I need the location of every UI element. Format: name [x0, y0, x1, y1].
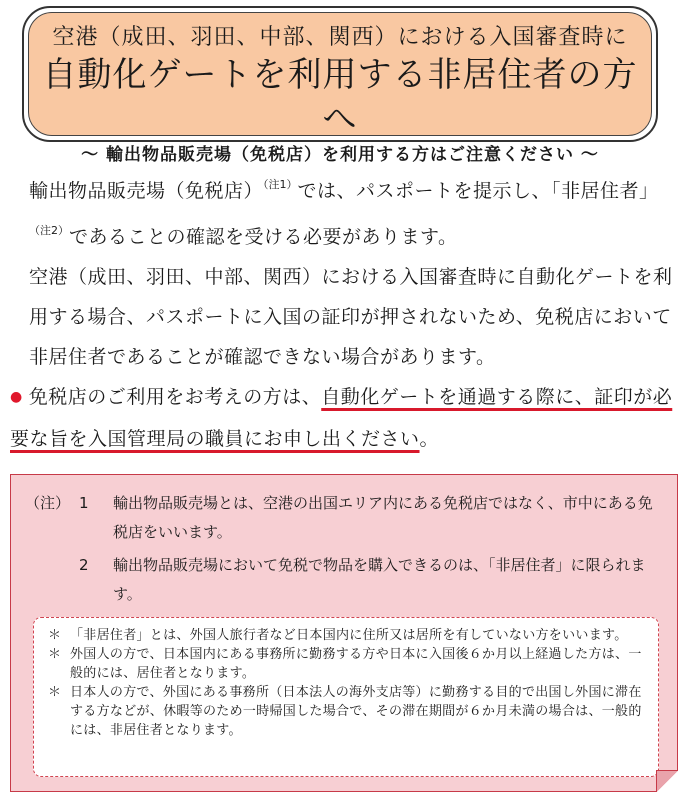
bullet-text-c: 。 — [419, 428, 440, 450]
definition-item — [48, 645, 648, 683]
notes-main — [25, 489, 665, 609]
body-text — [10, 165, 675, 459]
note-ref-1: （注1） — [263, 178, 298, 191]
definition-box — [33, 617, 659, 777]
paragraph-1-part-c: であることの確認を受ける必要があります。 — [69, 226, 458, 248]
bullet-text-underlined: 自動化ゲートを通過する際に、証印が必要な旨を入国管理局の職員にお申し出ください — [10, 386, 673, 450]
definition-item-text: 「非居住者」とは、外国人旅行者など日本国内に住所又は居所を有していない方をいいます。 — [70, 628, 628, 643]
paragraph-2: 空港（成田、羽田、中部、関西）における入国審査時に自動化ゲートを利用する場合、パスポートに入国の証印が押されないため、免税店において非居住者であることが確認できない場合があります。 — [29, 266, 673, 368]
note-2-number: 2 — [79, 556, 89, 574]
note-1-number: 1 — [79, 494, 89, 512]
paragraph-1-part-b: では、パスポートを提示し、「非居住者」 — [297, 180, 659, 202]
title-banner-inner — [28, 12, 652, 165]
note-1-text: 輸出物品販売場とは、空港の出国エリア内にある免税店ではなく、市中にある免税店をいいます。 — [113, 494, 653, 541]
title-banner — [22, 6, 658, 165]
note-2-text: 輸出物品販売場において免税で物品を購入できるのは、「非居住者」に限られます。 — [113, 556, 646, 603]
definition-item-text: 日本人の方で、外国にある事務所（日本法人の海外支店等）に勤務する目的で出国し外国に滞在する方などが、休暇等のため一時帰国した場合で、その滞在期間が６か月未満の場合は、一般的には、非居住者となります。 — [70, 685, 642, 738]
note-ref-2: （注2） — [29, 224, 69, 237]
definition-item-text: 外国人の方で、日本国内にある事務所に勤務する方や日本に入国後６か月以上経過した方は、一般的には、居住者となります。 — [70, 647, 642, 681]
note-2 — [25, 551, 665, 609]
title-line-1: 空港（成田、羽田、中部、関西）における入国審査時に — [52, 25, 628, 50]
bullet-dot-icon: ● — [10, 389, 23, 405]
title-line-2: 自動化ゲートを利用する非居住者の方へ — [42, 55, 638, 139]
title-line-3: ～ 輸出物品販売場（免税店）を利用する方はご注意ください ～ — [81, 145, 599, 165]
bullet-text-a: 免税店のご利用をお考えの方は、 — [28, 386, 322, 408]
page-curl-corner — [656, 770, 678, 792]
paragraph-1 — [10, 165, 675, 257]
definition-item — [48, 683, 648, 740]
notes-box — [10, 474, 678, 792]
asterisk-icon: ＊ — [48, 647, 62, 662]
notes-label: （注） — [25, 494, 71, 512]
bullet-paragraph — [10, 377, 675, 459]
note-1 — [25, 489, 665, 547]
asterisk-icon: ＊ — [48, 685, 62, 700]
paragraph-1-part-a: 輸出物品販売場（免税店） — [29, 180, 264, 202]
definition-item — [48, 626, 648, 645]
asterisk-icon: ＊ — [48, 628, 62, 643]
